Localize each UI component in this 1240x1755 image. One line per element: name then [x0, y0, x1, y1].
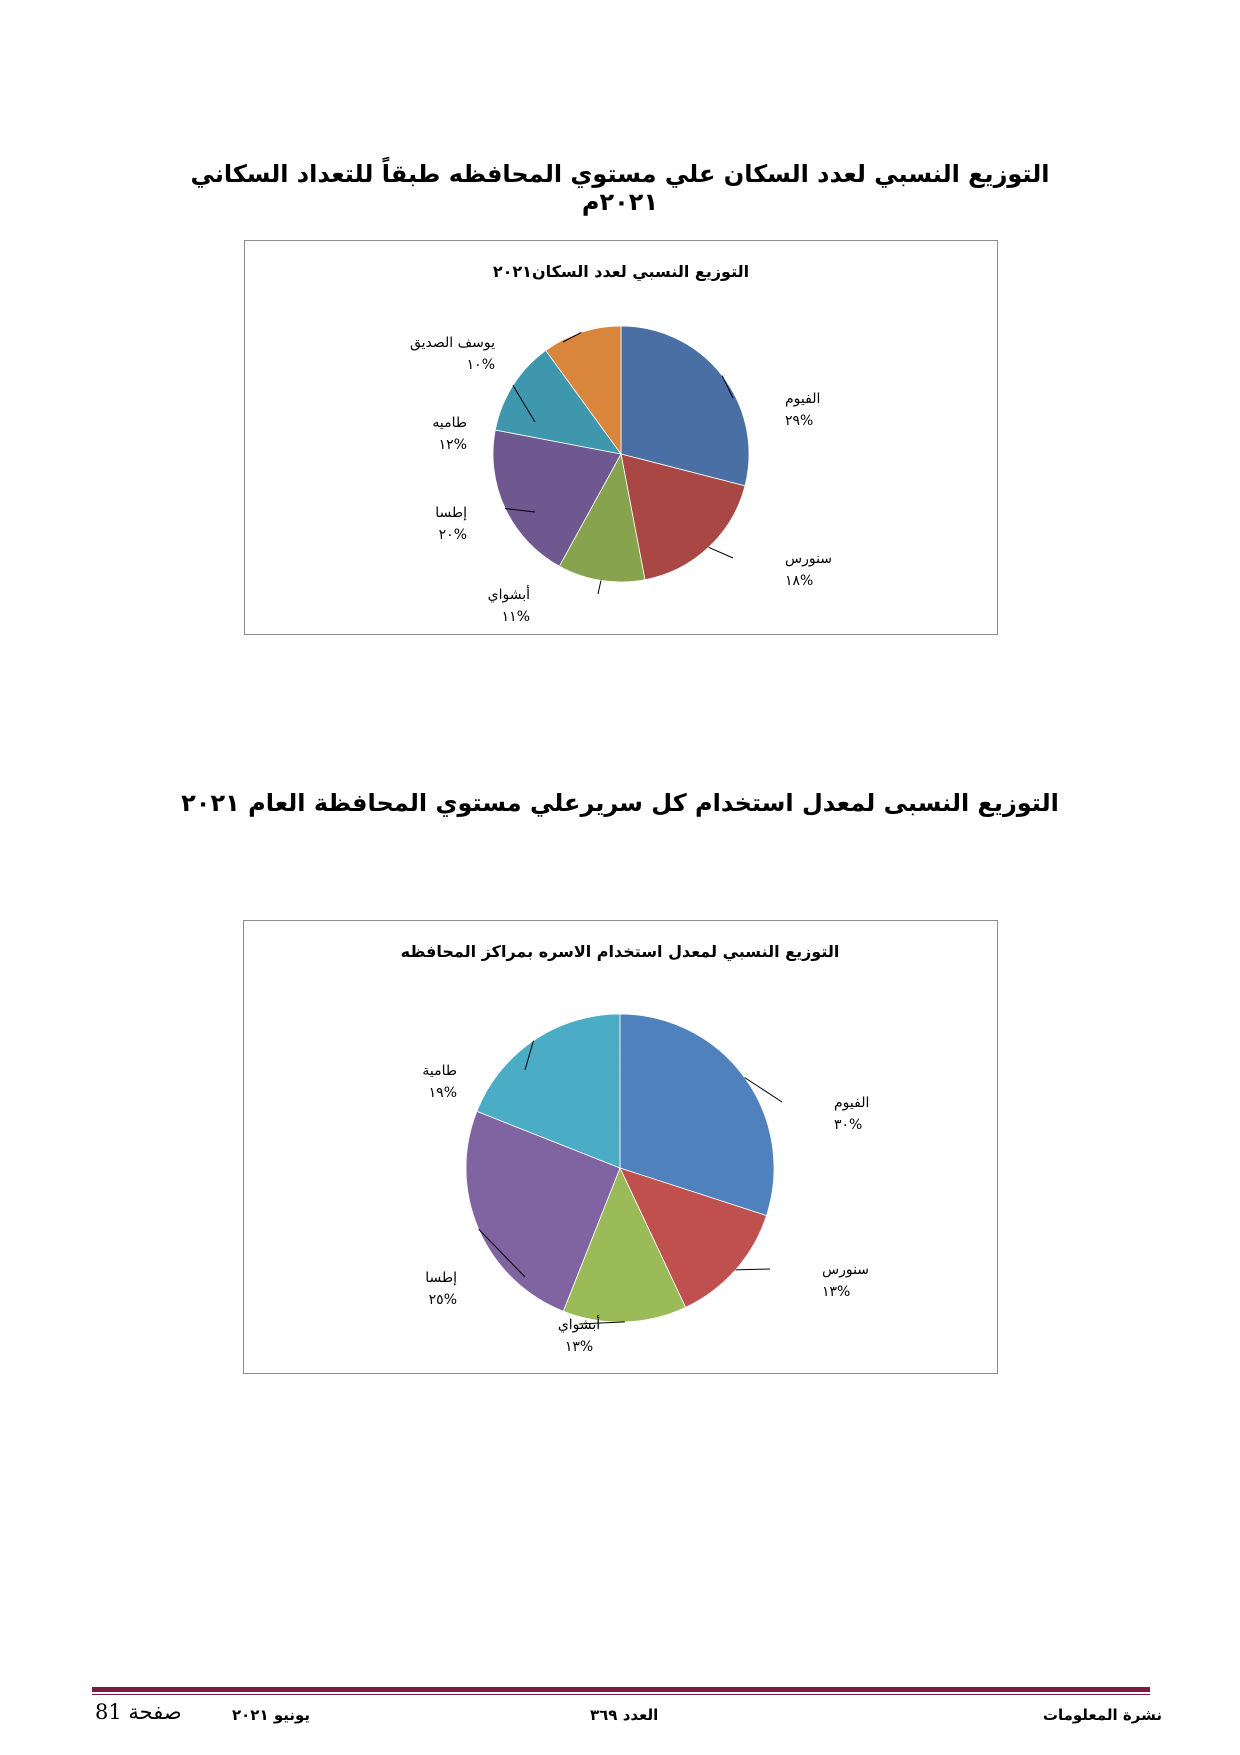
footer-rule [92, 1687, 1150, 1692]
slice-label: أبشواي [557, 1317, 601, 1333]
slice-value: %٢٩ [785, 413, 814, 429]
slice-value: %١٣ [564, 1339, 594, 1355]
slice-label: الفيوم [834, 1095, 870, 1111]
slice-value: %١٨ [785, 573, 814, 589]
footer-publication: نشرة المعلومات [1042, 1706, 1162, 1724]
slice-value: %٢٠ [438, 527, 467, 543]
leader-line-3 [598, 580, 601, 594]
slice-value: %١٩ [428, 1085, 457, 1101]
bed-usage-pie-chart [244, 921, 997, 1373]
leader-line-2 [736, 1269, 770, 1270]
chart-frame-bed-usage [243, 920, 998, 1374]
slice-label: طاميه [432, 415, 467, 431]
slice-label: الفيوم [785, 391, 821, 407]
slice-label: سنورس [785, 551, 833, 567]
slice-label: سنورس [822, 1262, 870, 1278]
slice-value: %١٠ [466, 357, 495, 373]
chart-title: التوزيع النسبي لعدد السكان٢٠٢١ [492, 262, 750, 281]
chart-title: التوزيع النسبي لمعدل استخدام الاسره بمراكز المحافظه [400, 942, 840, 961]
slice-value: %١١ [501, 609, 530, 625]
chart-frame-population [244, 240, 998, 635]
slice-label: يوسف الصديق [409, 335, 495, 351]
page-heading-population: التوزيع النسبي لعدد السكان علي مستوي المحافظه طبقاً للتعداد السكاني ٢٠٢١م [190, 160, 1050, 216]
slice-label: أبشواي [487, 587, 530, 603]
footer-issue: العدد ٣٦٩ [590, 1706, 659, 1724]
footer-date: يونيو ٢٠٢١ [232, 1706, 311, 1724]
slice-value: %٢٥ [428, 1292, 457, 1308]
slice-label: إطسا [425, 1270, 457, 1286]
slice-value: %١٢ [438, 437, 467, 453]
page-heading-bed-usage: التوزيع النسبى لمعدل استخدام كل سريرعلي مستوي المحافظة العام ٢٠٢١ [181, 789, 1059, 817]
slice-label: طامية [422, 1063, 457, 1079]
slice-label: إطسا [435, 505, 467, 521]
footer-rule-thin [92, 1694, 1150, 1695]
footer-page-number: صفحة 81 [95, 1700, 182, 1724]
slice-value: %٣٠ [834, 1117, 863, 1133]
population-pie-chart [245, 241, 997, 634]
leader-line-2 [709, 547, 733, 558]
slice-value: %١٣ [822, 1284, 851, 1300]
